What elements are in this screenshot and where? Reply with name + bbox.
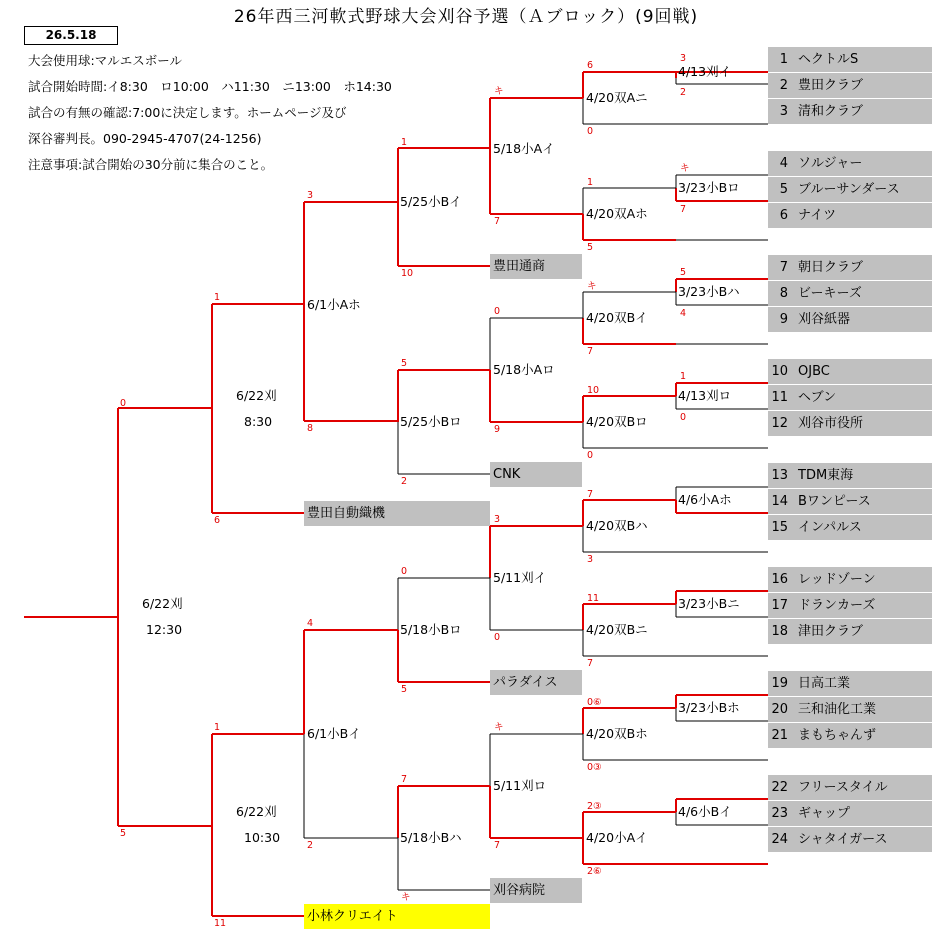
- semi-date: 6/22刈: [236, 388, 277, 403]
- semi-time: 10:30: [244, 830, 281, 845]
- team-name: シャタイガース: [798, 832, 888, 847]
- team-name: 津田クラブ: [798, 624, 864, 639]
- info-line-notice: 注意事項:試合開始の30分前に集合のこと。: [28, 157, 274, 172]
- team-number: 12: [771, 416, 788, 431]
- team-name: ドランカーズ: [798, 598, 876, 613]
- score-mark: 11: [587, 593, 600, 604]
- score-mark: 1: [214, 292, 221, 303]
- team-number: 16: [771, 572, 788, 587]
- team-box-13: [768, 463, 932, 488]
- team-box-1: [768, 47, 932, 72]
- team-box-14: [768, 489, 932, 514]
- team-box-21: [768, 723, 932, 748]
- match-label-r2: 4/20双Aニ: [586, 90, 648, 105]
- team-name: ビーキーズ: [798, 286, 862, 301]
- score-mark: 5: [680, 267, 687, 278]
- team-number: 18: [771, 624, 788, 639]
- score-mark: 7: [494, 216, 501, 227]
- match-label-r2: 4/20双Bイ: [586, 310, 648, 325]
- seed-team-4: パラダイス: [490, 670, 582, 695]
- team-box-18: [768, 619, 932, 644]
- team-box-8: [768, 281, 932, 306]
- team-number: 4: [779, 156, 788, 171]
- score-mark: 3: [680, 53, 687, 64]
- match-label-r1: 4/6小Bイ: [678, 804, 732, 819]
- score-mark: 2: [401, 476, 408, 487]
- score-mark: 2⑥: [587, 866, 602, 877]
- team-number: 19: [771, 676, 788, 691]
- score-mark: 1: [680, 371, 687, 382]
- score-mark: 2: [680, 87, 687, 98]
- score-mark: 0: [401, 566, 408, 577]
- match-label-r1: 3/23小Bホ: [678, 700, 740, 715]
- match-label-r1: 4/13刈イ: [678, 64, 732, 79]
- match-label-r2: 4/20小Aイ: [586, 830, 648, 845]
- team-number: 6: [779, 208, 788, 223]
- semi-time: 8:30: [244, 414, 273, 429]
- match-label-r2: 4/20双Bハ: [586, 518, 648, 533]
- score-mark: 0: [587, 450, 594, 461]
- score-mark: キ: [680, 163, 690, 174]
- team-box-12: [768, 411, 932, 436]
- team-number: 1: [779, 52, 788, 67]
- score-mark: キ: [401, 892, 411, 903]
- score-mark: 5: [401, 358, 408, 369]
- team-name: ギャップ: [798, 806, 851, 821]
- team-number: 5: [779, 182, 788, 197]
- team-box-20: [768, 697, 932, 722]
- team-name: 朝日クラブ: [798, 260, 864, 275]
- team-number: 9: [779, 312, 788, 327]
- score-mark: 7: [680, 204, 687, 215]
- match-label-r2: 4/20双Bホ: [586, 726, 648, 741]
- seed-team-2: CNK: [490, 462, 582, 487]
- team-name: ヘブン: [798, 390, 837, 405]
- team-box-5: [768, 177, 932, 202]
- team-number: 23: [771, 806, 788, 821]
- score-mark: 1: [401, 137, 408, 148]
- match-label-r2: 4/20双Bニ: [586, 622, 648, 637]
- team-name: 日高工業: [798, 676, 851, 691]
- team-number: 24: [771, 832, 788, 847]
- match-label-r5: 6/1小Bイ: [307, 726, 361, 741]
- score-mark: 0③: [587, 762, 602, 773]
- match-label-r3: 5/18小Aイ: [493, 141, 555, 156]
- info-line-referee: 深谷審判長。090-2945-4707(24-1256): [28, 131, 262, 146]
- seed-team-5: 刈谷病院: [490, 878, 582, 903]
- match-label-r3: 5/18小Aロ: [493, 362, 555, 377]
- score-mark: 6: [587, 60, 594, 71]
- team-name: ナイツ: [798, 208, 837, 223]
- team-name: 三和油化工業: [798, 702, 877, 717]
- match-label-r3: 5/11刈イ: [493, 570, 547, 585]
- date-box: 26.5.18: [24, 26, 118, 45]
- score-mark: 0: [120, 398, 127, 409]
- match-label-r1: 4/13刈ロ: [678, 388, 732, 403]
- match-label-r4: 5/18小Bハ: [400, 830, 462, 845]
- match-label-r3: 5/11刈ロ: [493, 778, 547, 793]
- match-label-r4: 5/25小Bロ: [400, 414, 462, 429]
- seed-team-6: 小林クリエイト: [304, 904, 490, 929]
- score-mark: 4: [307, 618, 314, 629]
- score-mark: 4: [680, 308, 687, 319]
- score-mark: 3: [307, 190, 314, 201]
- team-name: TDM東海: [798, 468, 854, 483]
- team-box-6: [768, 203, 932, 228]
- team-box-15: [768, 515, 932, 540]
- team-number: 21: [771, 728, 788, 743]
- page-title: 26年西三河軟式野球大会刈谷予選（Ａブロック）(9回戦): [233, 7, 699, 27]
- match-label-r2: 4/20双Bロ: [586, 414, 648, 429]
- match-label-r1: 3/23小Bロ: [678, 180, 740, 195]
- score-mark: 0: [494, 632, 501, 643]
- team-number: 11: [771, 390, 788, 405]
- team-box-11: [768, 385, 932, 410]
- team-name: 刈谷市役所: [798, 416, 864, 431]
- match-label-r1: 4/6小Aホ: [678, 492, 732, 507]
- score-mark: 8: [307, 423, 314, 434]
- final-date: 6/22刈: [142, 596, 183, 611]
- score-mark: キ: [494, 86, 504, 97]
- info-line-confirm: 試合の有無の確認:7:00に決定します。ホームページ及び: [28, 105, 347, 120]
- match-label-r2: 4/20双Aホ: [586, 206, 648, 221]
- score-mark: キ: [494, 722, 504, 733]
- team-name: 豊田クラブ: [798, 78, 864, 93]
- match-label-r4: 5/25小Bイ: [400, 194, 462, 209]
- team-number: 2: [779, 78, 788, 93]
- team-box-19: [768, 671, 932, 696]
- match-label-r1: 3/23小Bニ: [678, 596, 740, 611]
- score-mark: 3: [587, 554, 594, 565]
- score-mark: 10: [587, 385, 600, 396]
- score-mark: 7: [587, 658, 594, 669]
- score-mark: 5: [120, 828, 127, 839]
- team-name: インパルス: [798, 520, 862, 535]
- team-number: 13: [771, 468, 788, 483]
- team-box-16: [768, 567, 932, 592]
- info-line-ball: 大会使用球:マルエスボール: [28, 53, 182, 68]
- team-box-10: [768, 359, 932, 384]
- score-mark: 0⑥: [587, 697, 602, 708]
- team-name: ソルジャー: [798, 156, 863, 171]
- team-box-17: [768, 593, 932, 618]
- team-name: OJBC: [798, 364, 830, 379]
- score-mark: 7: [587, 489, 594, 500]
- team-number: 3: [779, 104, 788, 119]
- score-mark: 0: [587, 126, 594, 137]
- score-mark: 1: [587, 177, 594, 188]
- score-mark: 7: [401, 774, 408, 785]
- score-mark: 2: [307, 840, 314, 851]
- team-box-7: [768, 255, 932, 280]
- team-box-23: [768, 801, 932, 826]
- score-mark: 2③: [587, 801, 602, 812]
- team-box-9: [768, 307, 932, 332]
- seed-team-1: 豊田通商: [490, 254, 582, 279]
- team-name: まもちゃんず: [798, 728, 877, 743]
- score-mark: 11: [214, 918, 227, 929]
- team-name: 刈谷紙器: [798, 312, 851, 327]
- final-time: 12:30: [146, 622, 183, 637]
- team-number: 17: [771, 598, 788, 613]
- score-mark: キ: [587, 281, 597, 292]
- team-box-2: [768, 73, 932, 98]
- score-mark: 6: [214, 515, 221, 526]
- score-mark: 9: [494, 424, 501, 435]
- match-label-r5: 6/1小Aホ: [307, 297, 361, 312]
- match-label-r4: 5/18小Bロ: [400, 622, 462, 637]
- team-box-24: [768, 827, 932, 852]
- semi-date: 6/22刈: [236, 804, 277, 819]
- team-number: 7: [779, 260, 788, 275]
- team-number: 22: [771, 780, 788, 795]
- team-box-3: [768, 99, 932, 124]
- team-name: レッドゾーン: [798, 572, 876, 587]
- score-mark: 7: [587, 346, 594, 357]
- score-mark: 3: [494, 514, 501, 525]
- score-mark: 1: [214, 722, 221, 733]
- seed-team-3: 豊田自動織機: [304, 501, 490, 526]
- score-mark: 10: [401, 268, 414, 279]
- team-number: 15: [771, 520, 788, 535]
- score-mark: 0: [494, 306, 501, 317]
- team-number: 20: [771, 702, 788, 717]
- team-name: ブルーサンダース: [798, 182, 900, 197]
- score-mark: 5: [587, 242, 594, 253]
- team-number: 10: [771, 364, 788, 379]
- score-mark: 5: [401, 684, 408, 695]
- info-line-start-times: 試合開始時間:イ8:30 ロ10:00 ハ11:30 ニ13:00 ホ14:30: [28, 79, 392, 94]
- team-name: Bワンピース: [798, 494, 871, 509]
- team-name: 清和クラブ: [798, 104, 864, 119]
- team-number: 14: [771, 494, 788, 509]
- team-name: フリースタイル: [798, 780, 888, 795]
- score-mark: 7: [494, 840, 501, 851]
- match-label-r1: 3/23小Bハ: [678, 284, 740, 299]
- team-number: 8: [779, 286, 788, 301]
- team-box-22: [768, 775, 932, 800]
- team-name: ヘクトルS: [798, 52, 859, 67]
- team-box-4: [768, 151, 932, 176]
- score-mark: 0: [680, 412, 687, 423]
